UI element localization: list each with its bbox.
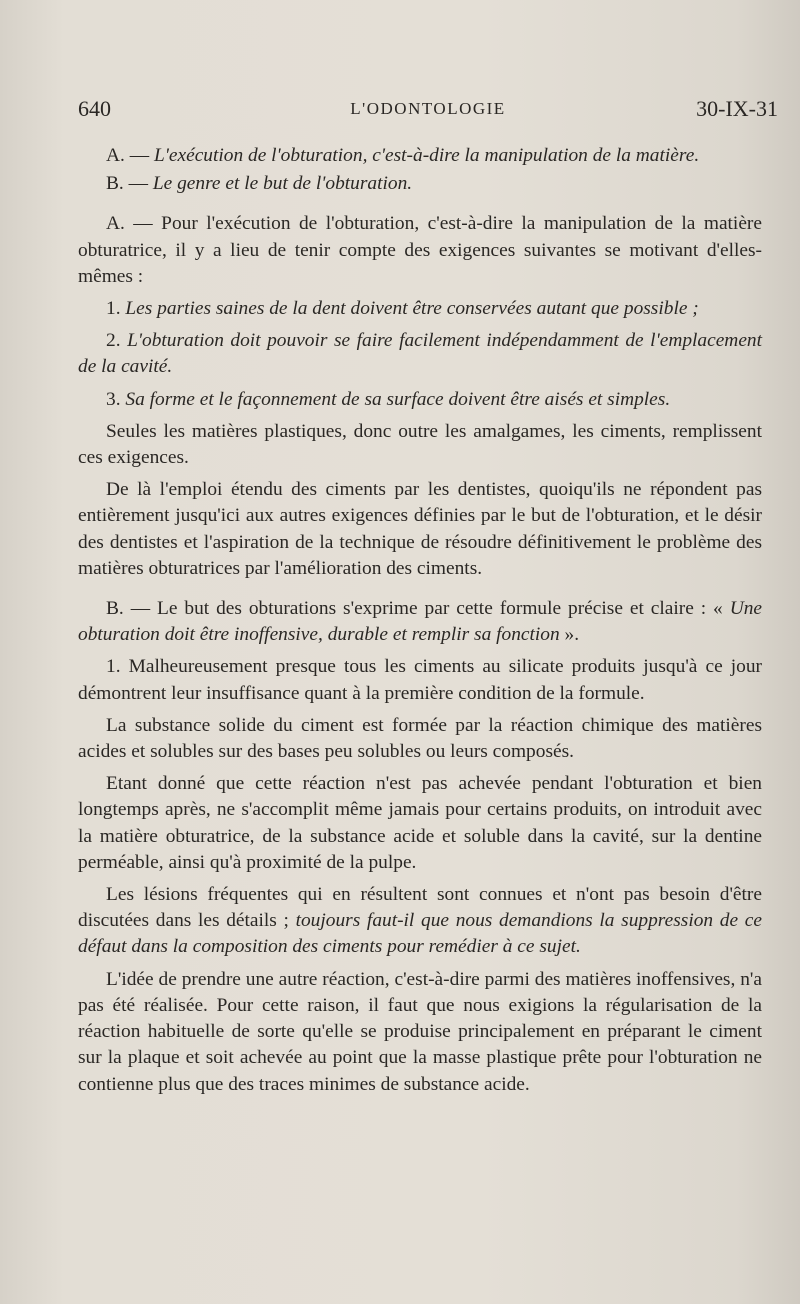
running-header xyxy=(78,96,778,126)
article-body xyxy=(78,143,762,1104)
paragraph-b xyxy=(78,596,762,648)
italic-text: L'exécution de l'obturation, c'est-à-dire la manipulation de la matière. xyxy=(153,145,700,166)
italic-text: Une obturation doit être inoffensive, durable et remplir sa fonction xyxy=(78,598,762,646)
paragraph-a-heading xyxy=(78,143,762,169)
issue-date: 30-IX-31 xyxy=(696,96,778,121)
page-number: 640 xyxy=(78,96,111,121)
italic-text: Le genre et le but de l'obturation. xyxy=(152,173,413,195)
list-number: 3. xyxy=(106,388,126,410)
section-label: A. — xyxy=(106,145,154,166)
requirement-2 xyxy=(78,328,762,380)
paragraph-b-heading xyxy=(78,171,762,197)
italic-text: toujours faut-il que nous demandions la suppression de ce défaut dans la composition des ciments pour remédier à ce sujet. xyxy=(78,910,762,958)
body-text: ». xyxy=(559,624,580,646)
section-label: B. — xyxy=(106,173,153,195)
paragraph: Etant donné que cette réaction n'est pas achevée pendant l'obturation et bien longtemps après, ne s'accomplit même jamais pour certains produits, on introduit avec la matière obturatrice, de la substance acide et soluble dans la cavité, sur la dentine perméable, ainsi qu'à proximité de la pulpe. xyxy=(78,773,762,873)
paragraph: Seules les matières plastiques, donc outre les amalgames, les ciments, remplissent ces exigences. xyxy=(78,420,762,469)
italic-text: Sa forme et le façonnement de sa surface doivent être aisés et simples. xyxy=(125,388,671,410)
journal-title: L'ODONTOLOGIE xyxy=(350,99,506,118)
paragraph: De là l'emploi étendu des ciments par les dentistes, quoiqu'ils ne répondent pas entièrement jusqu'ici aux autres exigences définies par le but de l'obturation, et le désir des dentistes et l'aspiration de la technique de résoudre définitivement le problème des matières obturatrices par l'amélioration des ciments. xyxy=(78,479,762,579)
paragraph: L'idée de prendre une autre réaction, c'est-à-dire parmi des matières inoffensives, n'a pas été réalisée. Pour cette raison, il faut que nous exigions la régularisation de la réaction habituelle de sorte qu'elle se produise principalement en préparant le ciment sur la plaque et soit achevée au point que la masse plastique prête pour l'obturation ne contienne plus que des traces minimes de substance acide. xyxy=(78,968,762,1095)
italic-text: L'obturation doit pouvoir se faire facilement indépendamment de l'emplacement de la cavité. xyxy=(78,330,763,378)
body-text: B. — Le but des obturations s'exprime par cette formule précise et claire : « xyxy=(106,598,730,620)
list-number: 2. xyxy=(106,330,128,352)
body-text: Les lésions fréquentes qui en résultent sont connues et n'ont pas besoin d'être discutées dans les détails ; xyxy=(78,884,762,932)
paragraph: A. — Pour l'exécution de l'obturation, c'est-à-dire la manipulation de la matière obturatrice, il y a lieu de tenir compte des exigences suivantes se motivant d'elles-mêmes : xyxy=(78,213,762,287)
paragraph xyxy=(78,882,762,961)
paragraph: 1. Malheureusement presque tous les ciments au silicate produits jusqu'à ce jour démontrent leur insuffisance quant à la première condition de la formule. xyxy=(78,656,762,704)
paragraph: La substance solide du ciment est formée par la réaction chimique des matières acides et solubles sur des bases peu solubles ou leurs composés. xyxy=(78,714,762,763)
list-number: 1. xyxy=(106,298,126,320)
italic-text: Les parties saines de la dent doivent être conservées autant que possible ; xyxy=(125,298,699,320)
requirement-1 xyxy=(78,296,762,322)
requirement-3 xyxy=(78,387,762,413)
